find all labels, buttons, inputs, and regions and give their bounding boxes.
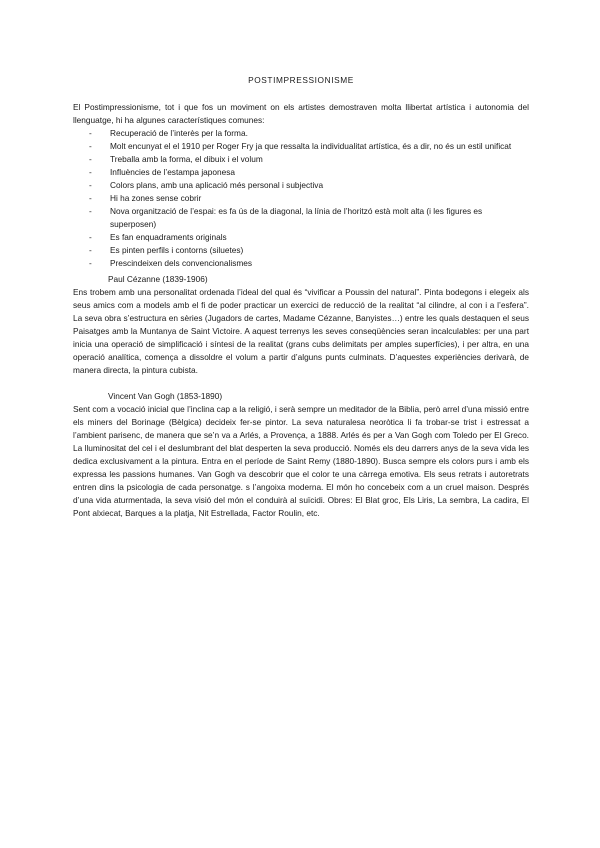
list-item: - Molt encunyat el el 1910 per Roger Fry ja que ressalta la individualitat artística, és a dir, no és un estil unificat: [73, 140, 529, 153]
page-title: POSTIMPRESSIONISME: [248, 75, 354, 85]
list-item: - Colors plans, amb una aplicació més personal i subjectiva: [73, 179, 529, 192]
features-list: [73, 127, 529, 270]
list-item: - Prescindeixen dels convencionalismes: [73, 257, 529, 270]
list-item: - Es fan enquadraments originals: [73, 231, 529, 244]
document-page: [73, 74, 529, 520]
intro-paragraph: El Postimpressionisme, tot i que fos un moviment on els artistes demostraven molta llibertat artística i autonomia del llenguatge, hi ha algunes característiques comunes:: [73, 102, 529, 125]
vangogh-paragraph: Sent com a vocació inicial que l’inclina cap a la religió, i serà sempre un meditador de la Biblia, però arrel d’una missió entre els miners del Borinage (Bèlgica) decideix fer-se pintor. La seva naturalesa neoròtica li fa trobar-se trist i estressat a l’ambient parisenc, de manera que se’n va a Arlés, a Provença, a 1888. Arlés és per a Van Gogh com Toledo per El Greco. La lluminositat del cel i el deslumbrant del blat desperten la seva producció. Només els deu darrers anys de la seva vida les dedica exclusivament a la pintura. Entra en el període de Saint Remy (1880-1890). Busca sempre els colors purs i amb els expressa les passions humanes. Van Gogh va descobrir que el color te una càrrega emotiva. Els seus retrats i autoretrats entren dins la psicologia de cada personatge. s l’angoixa moderna. El món ho concebeix com a un cruel maison. Després d’una vida aturmentada, la seva visió del món el conduirà al suïcidi. Obres: El Blat groc, Els Liris, La sembra, La cadira, El Pont alxiecat, Barques a la platja, Nit Estrellada, Factor Roulin, etc.: [73, 404, 529, 518]
list-item: - Hi ha zones sense cobrir: [73, 192, 529, 205]
list-item: - Influències de l’estampa japonesa: [73, 166, 529, 179]
vangogh-heading: Vincent Van Gogh (1853-1890): [108, 391, 223, 401]
list-item: - Recuperació de l’interès per la forma.: [73, 127, 529, 140]
cezanne-heading: Paul Cézanne (1839-1906): [108, 274, 208, 284]
list-item: - Nova organització de l’espai: es fa ús de la diagonal, la línia de l’horitzó està molt alta (i les figures es superposen): [73, 205, 529, 231]
cezanne-paragraph: Ens trobem amb una personalitat ordenada l’ideal del qual és “vivificar a Poussin del natural”. Pinta bodegons i elegeix als seus amics com a models amb el fi de poder practicar un exercici de reducció de la realitat “al cilindre, al con i a l’esfera”. La seva obra s’estructura en sèries (Jugadors de cartes, Madame Cézanne, Banyistes…) entre les quals destaquen el seus Paisatges amb la Muntanya de Saint Victoire. A aquest terrenys les seves conseqüències seran incalculables: per una part inicia una operació de simplificació i síntesi de la realitat (grans cubs delimitats per amples superfícies), i per altra, en una operació analítica, comença a dissoldre el volum a partir d’alguns punts culminats. D’aquestes experiències derivarà, de manera directa, la pintura cubista.: [73, 287, 529, 375]
list-item: - Es pinten perfils i contorns (siluetes): [73, 244, 529, 257]
list-item: - Treballa amb la forma, el dibuix i el volum: [73, 153, 529, 166]
